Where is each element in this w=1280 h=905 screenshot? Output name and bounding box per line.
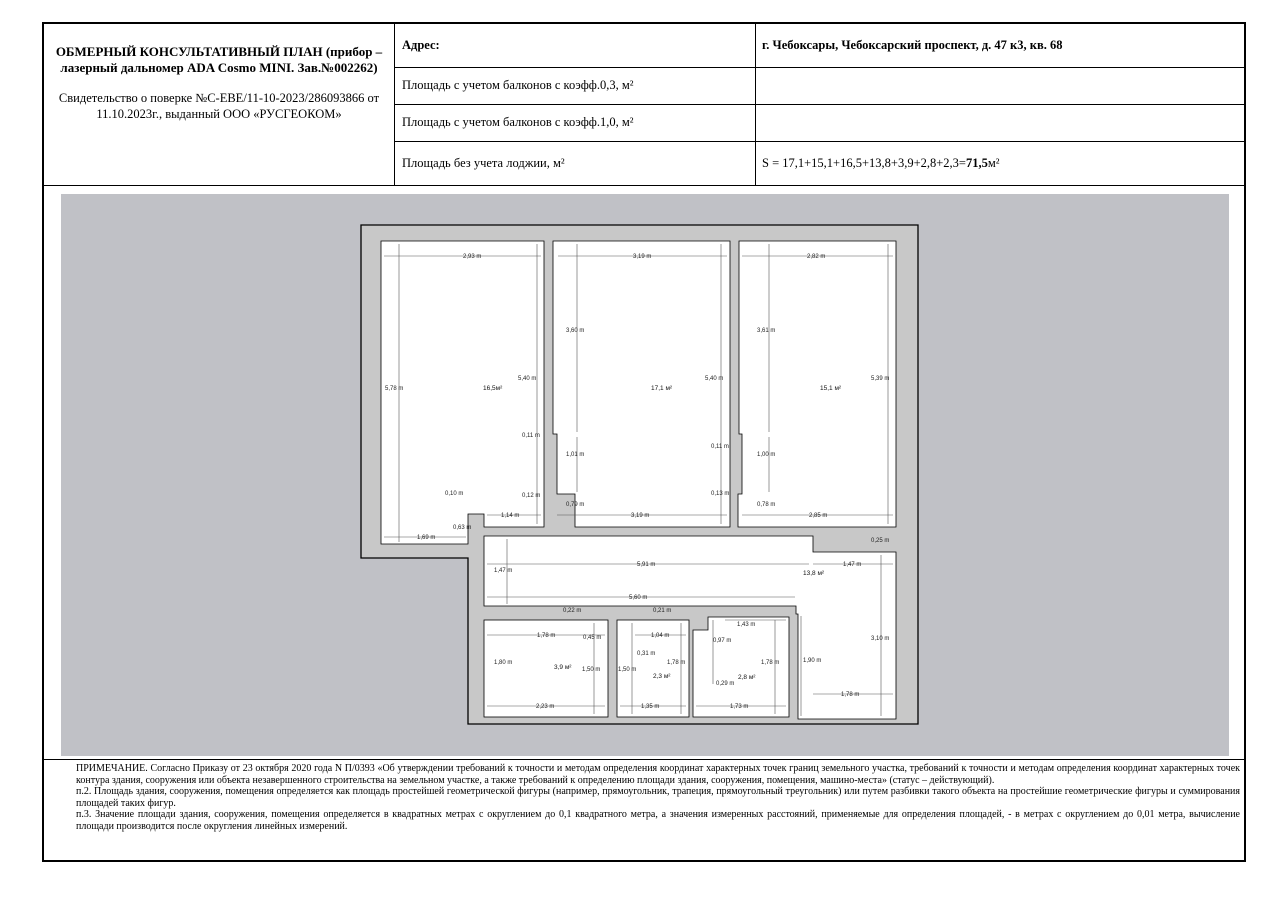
svg-text:5,40 m: 5,40 m	[705, 376, 724, 382]
svg-text:0,79 m: 0,79 m	[566, 502, 585, 508]
note-paragraph: п.2. Площадь здания, сооружения, помещения определяется как площадь простейшей геометрической фигуры (например, прямоугольник, трапеция, прямоугольный треугольник) или путем разбивки такого объекта на простейшие геометрические фигуры и суммирования площадей таких фигур.	[76, 786, 1240, 809]
svg-text:2,85 m: 2,85 m	[809, 513, 828, 519]
document-title: ОБМЕРНЫЙ КОНСУЛЬТАТИВНЫЙ ПЛАН (прибор – лазерный дальномер ADA Cosmo MINI. Зав.№002262)	[55, 44, 383, 75]
svg-text:0,31 m: 0,31 m	[637, 651, 656, 657]
svg-text:0,45 m: 0,45 m	[583, 635, 602, 641]
area-coeff-03-value	[755, 67, 1244, 104]
area-total-value	[755, 141, 1244, 185]
area-total-number: 71,5	[965, 155, 988, 170]
certificate-text: Свидетельство о поверке №С-ЕВЕ/11-10-2023/286093866 от 11.10.2023г., выданный ООО «РУСГЕОКОМ»	[58, 91, 380, 121]
svg-text:0,12 m: 0,12 m	[522, 493, 541, 499]
address-label: Адрес:	[402, 38, 440, 52]
document-frame	[42, 22, 1246, 862]
area-coeff-10-value	[755, 104, 1244, 141]
svg-text:3,10 m: 3,10 m	[871, 636, 890, 642]
svg-text:1,78 m: 1,78 m	[667, 660, 686, 666]
svg-text:1,73 m: 1,73 m	[730, 704, 749, 710]
svg-text:3,60 m: 3,60 m	[566, 328, 585, 334]
svg-text:1,14 m: 1,14 m	[501, 513, 520, 519]
room-area-label: 3,9 м²	[554, 664, 572, 671]
svg-text:1,80 m: 1,80 m	[494, 660, 513, 666]
area-coeff-03-label: Площадь с учетом балконов с коэфф.0,3, м²	[402, 78, 634, 92]
svg-text:1,90 m: 1,90 m	[803, 658, 822, 664]
svg-text:1,69 m: 1,69 m	[417, 535, 436, 541]
room-area-label: 2,8 м²	[738, 674, 756, 681]
svg-text:1,00 m: 1,00 m	[757, 452, 776, 458]
area-formula: S = 17,1+15,1+16,5+13,8+3,9+2,8+2,3=	[762, 155, 966, 170]
room-area-label: 17,1 м²	[651, 385, 673, 392]
room-area-label: 13,8 м²	[803, 570, 825, 577]
svg-text:0,63 m: 0,63 m	[453, 525, 472, 531]
svg-text:1,78 m: 1,78 m	[841, 692, 860, 698]
svg-text:5,39 m: 5,39 m	[871, 376, 890, 382]
header-table	[44, 24, 1244, 186]
svg-text:3,19 m: 3,19 m	[631, 513, 650, 519]
svg-text:1,35 m: 1,35 m	[641, 704, 660, 710]
svg-text:0,11 m: 0,11 m	[522, 433, 540, 439]
room-area-label: 15,1 м²	[820, 385, 842, 392]
area-unit: м²	[987, 155, 1000, 170]
svg-text:0,29 m: 0,29 m	[716, 681, 735, 687]
svg-text:0,22 m: 0,22 m	[563, 608, 582, 614]
svg-text:0,25 m: 0,25 m	[871, 538, 890, 544]
area-coeff-10-label: Площадь с учетом балконов с коэфф.1,0, м²	[402, 115, 634, 129]
area-total-label: Площадь без учета лоджии, м²	[402, 155, 565, 170]
svg-text:3,19 m: 3,19 m	[633, 254, 652, 260]
room-area-label: 2,3 м²	[653, 673, 671, 680]
svg-text:1,47 m: 1,47 m	[843, 562, 862, 568]
svg-text:0,78 m: 0,78 m	[757, 502, 776, 508]
svg-text:1,78 m: 1,78 m	[537, 633, 556, 639]
svg-text:5,40 m: 5,40 m	[518, 376, 537, 382]
note-paragraph: ПРИМЕЧАНИЕ. Согласно Приказу от 23 октября 2020 года N П/0393 «Об утверждении требований к точности и методам определения координат характерных точек границ земельного участка, требований к точности и методам определения координат характерных точек контура здания, сооружения или объекта незавершенного строительства на земельном участке, а также требований к определению площади здания, сооружения, помещения, машино-места» (статус – действующий).	[76, 763, 1240, 786]
svg-text:5,78 m: 5,78 m	[385, 386, 404, 392]
svg-text:1,43 m: 1,43 m	[737, 622, 756, 628]
svg-text:1,50 m: 1,50 m	[618, 667, 637, 673]
notes-section	[44, 759, 1244, 860]
header-left-cell	[44, 24, 395, 185]
svg-text:2,93 m: 2,93 m	[463, 254, 482, 260]
svg-text:0,21 m: 0,21 m	[653, 608, 672, 614]
svg-text:3,61 m: 3,61 m	[757, 328, 776, 334]
svg-text:0,97 m: 0,97 m	[713, 638, 732, 644]
svg-text:5,60 m: 5,60 m	[629, 595, 648, 601]
svg-text:0,10 m: 0,10 m	[445, 491, 464, 497]
address-value: г. Чебоксары, Чебоксарский проспект, д. 47 к3, кв. 68	[762, 38, 1063, 52]
svg-text:1,04 m: 1,04 m	[651, 633, 670, 639]
floor-plan-area	[61, 194, 1229, 756]
svg-text:1,50 m: 1,50 m	[582, 667, 601, 673]
svg-text:1,01 m: 1,01 m	[566, 452, 585, 458]
svg-text:1,78 m: 1,78 m	[761, 660, 780, 666]
svg-text:0,11 m: 0,11 m	[711, 444, 729, 450]
room-area-label: 16,5м²	[483, 385, 503, 392]
svg-text:2,82 m: 2,82 m	[807, 254, 826, 260]
note-paragraph: п.3. Значение площади здания, сооружения, помещения определяется в квадратных метрах с округлением до 0,1 квадратного метра, а значения измеренных расстояний, применяемые для определения площадей, - в метрах с округлением до 0,01 метра, вычисление площади производится после округления линейных измерений.	[76, 809, 1240, 832]
svg-text:0,13 m: 0,13 m	[711, 491, 730, 497]
svg-text:1,47 m: 1,47 m	[494, 568, 513, 574]
svg-text:2,23 m: 2,23 m	[536, 704, 555, 710]
svg-text:5,91 m: 5,91 m	[637, 562, 656, 568]
floor-plan	[61, 194, 1229, 756]
